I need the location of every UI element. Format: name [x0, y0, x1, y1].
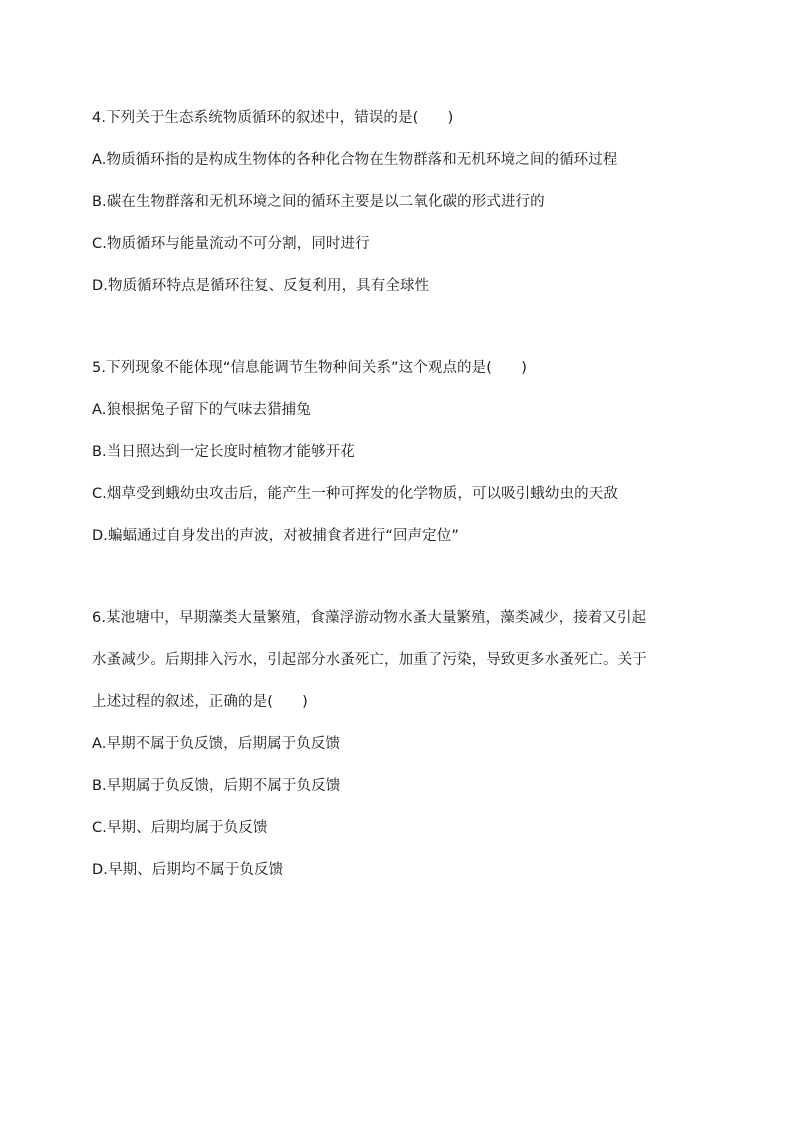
option-d: D.蝙蝠通过自身发出的声波，对被捕食者进行“回声定位”: [92, 528, 459, 544]
option-c: C.物质循环与能量流动不可分割，同时进行: [92, 236, 370, 252]
question-stem: 4.下列关于生态系统物质循环的叙述中，错误的是( ): [92, 110, 454, 126]
option-a: A.狼根据兔子留下的气味去猎捕兔: [92, 402, 311, 418]
option-a: A.早期不属于负反馈，后期属于负反馈: [92, 736, 341, 752]
option-c: C.烟草受到蛾幼虫攻击后，能产生一种可挥发的化学物质，可以吸引蛾幼虫的天敌: [92, 486, 618, 502]
option-a: A.物质循环指的是构成生物体的各种化合物在生物群落和无机环境之间的循环过程: [92, 152, 618, 168]
option-c: C.早期、后期均属于负反馈: [92, 820, 268, 836]
question-stem-line-3: 上述过程的叙述，正确的是( ): [92, 694, 308, 710]
option-d: D.物质循环特点是循环往复、反复利用，具有全球性: [92, 278, 430, 294]
option-b: B.早期属于负反馈，后期不属于负反馈: [92, 778, 341, 794]
option-b: B.当日照达到一定长度时植物才能够开花: [92, 444, 355, 460]
option-b: B.碳在生物群落和无机环境之间的循环主要是以二氧化碳的形式进行的: [92, 194, 545, 210]
question-stem-line-2: 水蚤减少。后期排入污水，引起部分水蚤死亡，加重了污染，导致更多水蚤死亡。关于: [92, 652, 647, 668]
question-stem-line-1: 6.某池塘中，早期藻类大量繁殖，食藻浮游动物水蚤大量繁殖，藻类减少，接着又引起: [92, 610, 647, 626]
question-stem: 5.下列现象不能体现“信息能调节生物种间关系”这个观点的是( ): [92, 360, 527, 376]
option-d: D.早期、后期均不属于负反馈: [92, 862, 284, 878]
